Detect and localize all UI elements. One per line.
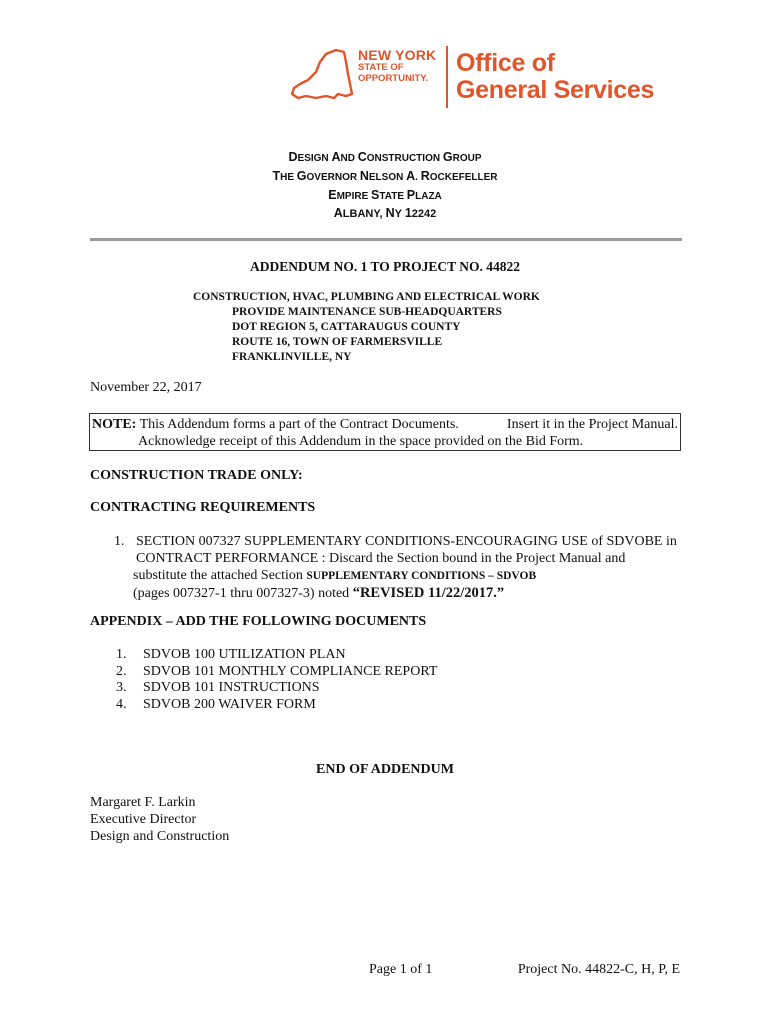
section-contracting-heading: CONTRACTING REQUIREMENTS xyxy=(90,500,316,515)
project-line: ROUTE 16, TOWN OF FARMERSVILLE xyxy=(232,336,443,348)
item-line-4a: (pages 007327-1 thru 007327-3) noted xyxy=(133,586,353,601)
list-item: 1. SDVOB 100 UTILIZATION PLAN xyxy=(116,647,346,662)
list-item: 4. SDVOB 200 WAIVER FORM xyxy=(116,696,316,712)
addendum-date: November 22, 2017 xyxy=(90,380,202,395)
project-number: Project No. 44822-C, H, P, E xyxy=(517,962,680,977)
item-line-3b: SUPPLEMENTARY CONDITIONS – SDVOB xyxy=(306,570,537,582)
header-line-3: EMPIRE STATE PLAZA xyxy=(328,188,442,202)
ny-line-3: OPPORTUNITY. xyxy=(358,72,429,84)
header-line-2: THE GOVERNOR NELSON A. ROCKEFELLER xyxy=(272,169,498,183)
appendix-documents-list xyxy=(116,647,437,713)
list-item: 2. SDVOB 101 MONTHLY COMPLIANCE REPORT xyxy=(116,663,438,679)
project-line: FRANKLINVILLE, NY xyxy=(232,351,352,363)
item-line-2: CONTRACT PERFORMANCE : Discard the Section bound in the Project Manual and xyxy=(136,551,626,566)
signature-block xyxy=(90,794,229,845)
project-line: DOT REGION 5, CATTARAUGUS COUNTY xyxy=(232,321,461,333)
page-number: Page 1 of 1 xyxy=(369,962,433,977)
item-number: 1. xyxy=(114,534,125,549)
list-item: 3. SDVOB 101 INSTRUCTIONS xyxy=(116,680,320,695)
header-line-4: ALBANY, NY 12242 xyxy=(333,206,437,220)
ogs-wordmark xyxy=(456,50,654,104)
addendum-title: ADDENDUM NO. 1 TO PROJECT NO. 44822 xyxy=(249,259,521,274)
item-line-4b: “REVISED 11/22/2017.” xyxy=(352,585,505,601)
signer-title: Executive Director xyxy=(90,812,197,827)
note-text-1a: This Addendum forms a part of the Contract Documents. xyxy=(139,417,459,432)
project-line: CONSTRUCTION, HVAC, PLUMBING AND ELECTRICAL WORK xyxy=(193,291,540,303)
signer-name: Margaret F. Larkin xyxy=(90,795,196,810)
note-text-2: Acknowledge receipt of this Addendum in the space provided on the Bid Form. xyxy=(138,434,584,449)
section-trade-heading: CONSTRUCTION TRADE ONLY: xyxy=(90,468,303,483)
note-text-1b: Insert it in the Project Manual. xyxy=(506,417,678,432)
new-york-state-outline-icon xyxy=(286,44,356,104)
header-divider xyxy=(90,238,682,241)
project-description xyxy=(193,290,540,365)
ogs-logo xyxy=(286,38,666,118)
project-line: PROVIDE MAINTENANCE SUB-HEADQUARTERS xyxy=(232,306,502,318)
ny-state-wordmark xyxy=(358,48,436,83)
signer-dept: Design and Construction xyxy=(90,829,230,844)
item-line-3a: substitute the attached Section xyxy=(133,568,307,583)
ny-line-2: STATE OF xyxy=(358,62,404,73)
logo-divider xyxy=(446,46,448,108)
header-line-1: DESIGN AND CONSTRUCTION GROUP xyxy=(288,150,482,164)
end-of-addendum: END OF ADDENDUM xyxy=(316,762,454,777)
section-appendix-heading: APPENDIX – ADD THE FOLLOWING DOCUMENTS xyxy=(90,614,427,629)
ogs-line-1: Office of xyxy=(456,49,555,77)
note-label: NOTE: xyxy=(92,417,137,432)
ogs-line-2: General Services xyxy=(456,76,655,104)
item-line-1: SECTION 007327 SUPPLEMENTARY CONDITIONS-ENCOURAGING USE of SDVOBE in xyxy=(136,534,677,549)
contracting-item-1 xyxy=(114,533,677,602)
ny-line-1: NEW YORK xyxy=(358,47,437,63)
note-box xyxy=(89,413,681,451)
